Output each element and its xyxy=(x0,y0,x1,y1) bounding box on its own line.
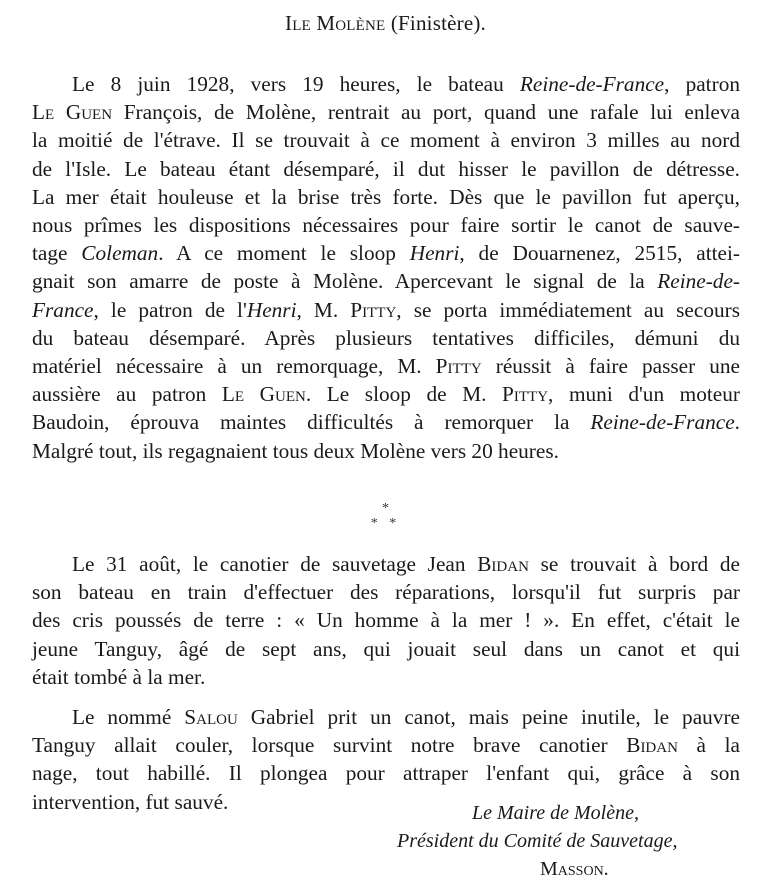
text-span: . A ce moment le sloop xyxy=(158,241,410,266)
signature-title: Le Maire de Molène, xyxy=(472,802,639,824)
text-span: tage xyxy=(32,241,82,266)
text-span: aussière au patron xyxy=(32,382,222,407)
text-span: matériel nécessaire à un remorquage, M. xyxy=(32,354,436,379)
boat-name: France xyxy=(32,297,94,322)
text-span: Le 31 août, le canotier de sauvetage Jean xyxy=(72,552,478,576)
text-span: , muni d'un moteur xyxy=(548,382,741,407)
title-place: Ile Molène xyxy=(285,11,386,35)
text-line: nous prîmes les dispositions nécessaires pour faire sortir le canot de sauve- xyxy=(32,213,740,238)
paragraph-rescue-reine-de-france xyxy=(32,70,740,465)
separator-star-top: * xyxy=(382,501,389,516)
text-line: Malgré tout, ils regagnaient tous deux Molène vers 20 heures. xyxy=(32,438,559,463)
title-region: (Finistère). xyxy=(390,11,486,35)
text-line: jeune Tanguy, âgé de sept ans, qui jouait seul dans un canot et qui xyxy=(32,636,740,661)
boat-name: Reine-de- xyxy=(657,269,740,294)
page-title xyxy=(0,11,771,36)
signature-name: Masson. xyxy=(540,858,609,880)
paragraph-rescue-tanguy xyxy=(32,703,740,816)
person-name: Bidan xyxy=(477,552,529,576)
text-span: , de Douarnenez, 2515, attei- xyxy=(459,241,740,266)
person-name: Salou xyxy=(184,705,238,729)
text-line xyxy=(32,550,740,578)
text-line xyxy=(32,352,740,380)
text-span: François, de Molène, rentrait au port, quand une rafale lui enleva xyxy=(112,100,740,125)
text-line: nage, tout habillé. Il plongea pour attraper l'enfant qui, grâce à son xyxy=(32,761,740,786)
text-line: son bateau en train d'effectuer des réparations, lorsqu'il fut surpris par xyxy=(32,580,740,605)
text-span: à la xyxy=(677,733,740,758)
person-name: Le Guen xyxy=(221,382,306,407)
text-line xyxy=(32,380,740,408)
boat-name: Henri xyxy=(246,297,297,322)
text-span: se trouvait à bord de xyxy=(528,552,740,576)
paragraph-bidan-call xyxy=(32,550,740,691)
person-name: Pitty xyxy=(350,297,397,322)
text-span: Le 8 juin 1928, vers 19 heures, le bateau xyxy=(72,72,520,96)
text-span: Baudoin, éprouva maintes difficultés à remorquer la xyxy=(32,410,591,435)
text-line: La mer était houleuse et la brise très forte. Dès que le pavillon fut aperçu, xyxy=(32,184,740,209)
boat-name: Reine-de-France xyxy=(519,72,665,96)
person-name: Bidan xyxy=(626,733,678,758)
text-line: était tombé à la mer. xyxy=(32,664,206,689)
text-line xyxy=(32,98,740,126)
text-line: intervention, fut sauvé. xyxy=(32,789,229,814)
text-line: la moitié de l'étrave. Il se trouvait à ce moment à environ 3 milles au nord xyxy=(32,128,740,153)
text-span: . xyxy=(734,410,740,435)
boat-name: Coleman xyxy=(81,241,159,266)
text-span: gnait son amarre de poste à Molène. Apercevant le signal de la xyxy=(32,269,658,294)
text-span: réussit à faire passer une xyxy=(481,354,741,379)
text-line xyxy=(32,296,740,324)
text-span: Tanguy allait couler, lorsque survint notre brave canotier xyxy=(32,733,627,758)
text-span: . Le sloop de M. xyxy=(305,382,503,407)
text-span: Gabriel prit un canot, mais peine inutile, le pauvre xyxy=(237,705,740,729)
text-line xyxy=(32,70,740,98)
text-line xyxy=(32,408,740,436)
text-line xyxy=(32,239,740,267)
person-name: Pitty xyxy=(502,382,549,407)
text-line: des cris poussés de terre : « Un homme à la mer ! ». En effet, c'était le xyxy=(32,608,740,633)
person-name: Pitty xyxy=(435,354,482,379)
separator-stars-bottom: * * xyxy=(370,516,401,531)
text-line xyxy=(32,703,740,731)
signature-role: Président du Comité de Sauvetage, xyxy=(397,830,678,852)
boat-name: Henri xyxy=(409,241,460,266)
text-span: , le patron de l' xyxy=(93,297,247,322)
text-line xyxy=(32,267,740,295)
text-line: de l'Isle. Le bateau étant désemparé, il dut hisser le pavillon de détresse. xyxy=(32,156,740,181)
text-span: , se porta immédiatement au secours xyxy=(396,297,740,322)
text-span: Le nommé xyxy=(72,705,185,729)
person-name: Le Guen xyxy=(32,100,113,125)
text-line: du bateau désemparé. Après plusieurs tentatives difficiles, démuni du xyxy=(32,325,740,350)
text-span: , patron xyxy=(664,72,740,96)
text-span: , M. xyxy=(296,297,351,322)
text-line xyxy=(32,731,740,759)
boat-name: Reine-de-France xyxy=(590,410,735,435)
